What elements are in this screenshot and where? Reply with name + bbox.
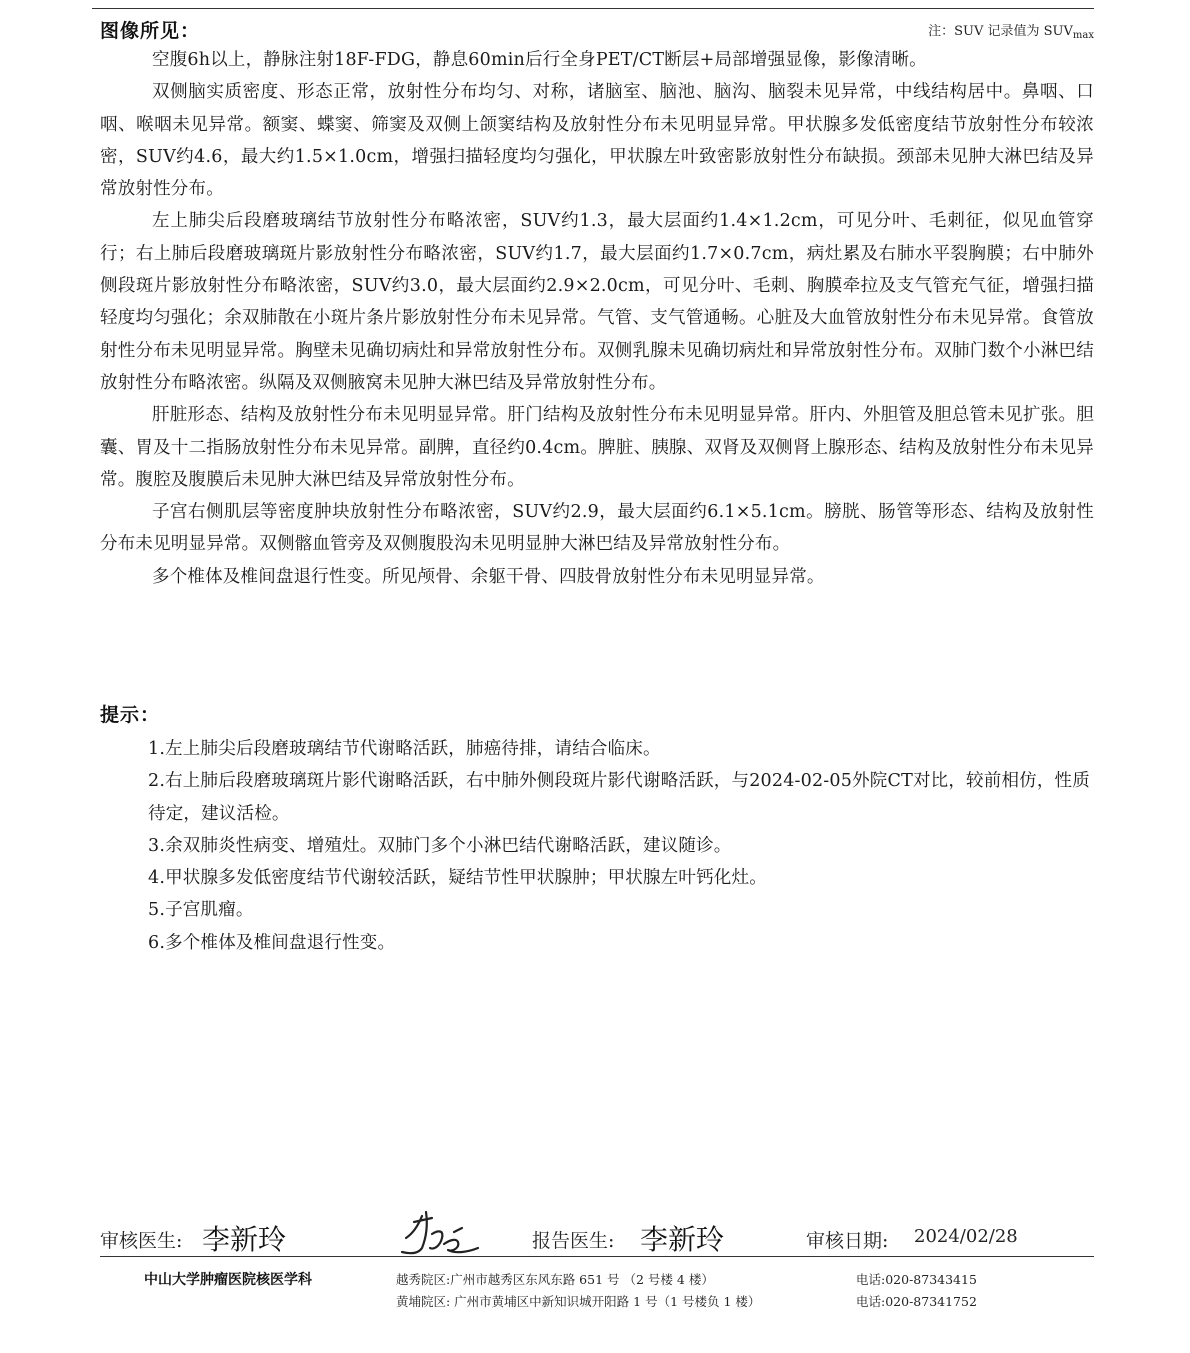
department-name: 中山大学肿瘤医院核医学科 (144, 1272, 312, 1288)
reporter-label: 报告医生: (532, 1230, 615, 1252)
reviewer-label: 审核医生: (100, 1230, 183, 1252)
review-date: 2024/02/28 (914, 1226, 1018, 1247)
findings-body (100, 44, 1094, 593)
findings-paragraph-chest: 左上肺尖后段磨玻璃结节放射性分布略浓密，SUV约1.3，最大层面约1.4×1.2cm，可见分叶、毛刺征，似见血管穿行；右上肺后段磨玻璃斑片影放射性分布略浓密，SUV约1.7，最大层面约1.7×0.7cm，病灶累及右肺水平裂胸膜；右中肺外侧段斑片影放射性分布略浓密，SUV约3.0，最大层面约2.9×2.0cm，可见分叶、毛刺、胸膜牵拉及支气管充气征，增强扫描轻度均匀强化；余双肺散在小斑片条片影放射性分布未见异常。气管、支气管通畅。心脏及大血管放射性分布未见异常。食管放射性分布未见明显异常。胸壁未见确切病灶和异常放射性分布。双侧乳腺未见确切病灶和异常放射性分布。双肺门数个小淋巴结放射性分布略浓密。纵隔及双侧腋窝未见肿大淋巴结及异常放射性分布。 (100, 211, 1094, 393)
findings-title: 图像所见： (100, 20, 201, 42)
handwritten-signature (392, 1208, 492, 1260)
findings-paragraph-skeleton: 多个椎体及椎间盘退行性变。所见颅骨、余躯干骨、四肢骨放射性分布未见明显异常。 (152, 566, 825, 587)
suv-note-text: 注：SUV 记录值为 SUV (928, 24, 1073, 39)
signature-row (100, 1214, 1094, 1258)
findings-header (100, 14, 1094, 44)
findings-paragraph-pelvis: 子宫右侧肌层等密度肿块放射性分布略浓密，SUV约2.9，最大层面约6.1×5.1cm。膀胱、肠管等形态、结构及放射性分布未见明显异常。双侧髂血管旁及双侧腹股沟未见明显肿大淋巴结及异常放射性分布。 (100, 502, 1094, 555)
reviewer-name: 李新玲 (202, 1223, 287, 1256)
tips-title: 提示： (100, 704, 161, 726)
reporter-name: 李新玲 (640, 1223, 725, 1256)
suv-note-subscript: max (1072, 30, 1094, 41)
bottom-divider (100, 1256, 1094, 1257)
tip-item: 1.左上肺尖后段磨玻璃结节代谢略活跃，肺癌待排，请结合临床。 (148, 739, 661, 759)
campus2-phone: 电话:020-87341752 (856, 1294, 977, 1309)
tip-item: 5.子宫肌瘤。 (148, 900, 254, 921)
findings-paragraph-abdomen: 肝脏形态、结构及放射性分布未见明显异常。肝门结构及放射性分布未见明显异常。肝内、外胆管及胆总管未见扩张。胆囊、胃及十二指肠放射性分布未见异常。副脾，直径约0.4cm。脾脏、胰腺、双肾及双侧肾上腺形态、结构及放射性分布未见异常。腹腔及腹膜后未见肿大淋巴结及异常放射性分布。 (100, 405, 1094, 490)
tip-item: 2.右上肺后段磨玻璃斑片影代谢略活跃，右中肺外侧段斑片影代谢略活跃，与2024-02-05外院CT对比，较前相仿，性质待定，建议活检。 (148, 771, 1090, 824)
findings-paragraph-scan: 空腹6h以上，静脉注射18F-FDG，静息60min后行全身PET/CT断层+局部增强显像，影像清晰。 (152, 50, 927, 70)
tip-item: 6.多个椎体及椎间盘退行性变。 (148, 932, 396, 953)
tips-list (148, 733, 1094, 959)
footer (100, 1266, 1094, 1316)
tip-item: 3.余双肺炎性病变、增殖灶。双肺门多个小淋巴结代谢略活跃，建议随诊。 (148, 835, 732, 856)
campus2-address: 黄埔院区: 广州市黄埔区中新知识城开阳路 1 号（1 号楼负 1 楼） (396, 1294, 761, 1309)
top-divider (92, 8, 1094, 9)
campus1-phone: 电话:020-87343415 (856, 1272, 977, 1287)
tip-item: 4.甲状腺多发低密度结节代谢较活跃，疑结节性甲状腺肿；甲状腺左叶钙化灶。 (148, 868, 767, 889)
findings-paragraph-head-neck: 双侧脑实质密度、形态正常，放射性分布均匀、对称，诸脑室、脑池、脑沟、脑裂未见异常，中线结构居中。鼻咽、口咽、喉咽未见异常。额窦、蝶窦、筛窦及双侧上颌窦结构及放射性分布未见明显异常。甲状腺多发低密度结节放射性分布较浓密，SUV约4.6，最大约1.5×1.0cm，增强扫描轻度均匀强化，甲状腺左叶致密影放射性分布缺损。颈部未见肿大淋巴结及异常放射性分布。 (100, 82, 1094, 200)
review-date-label: 审核日期: (806, 1230, 889, 1252)
campus1-address: 越秀院区:广州市越秀区东风东路 651 号 （2 号楼 4 楼） (396, 1272, 714, 1287)
suv-note (928, 20, 1094, 41)
